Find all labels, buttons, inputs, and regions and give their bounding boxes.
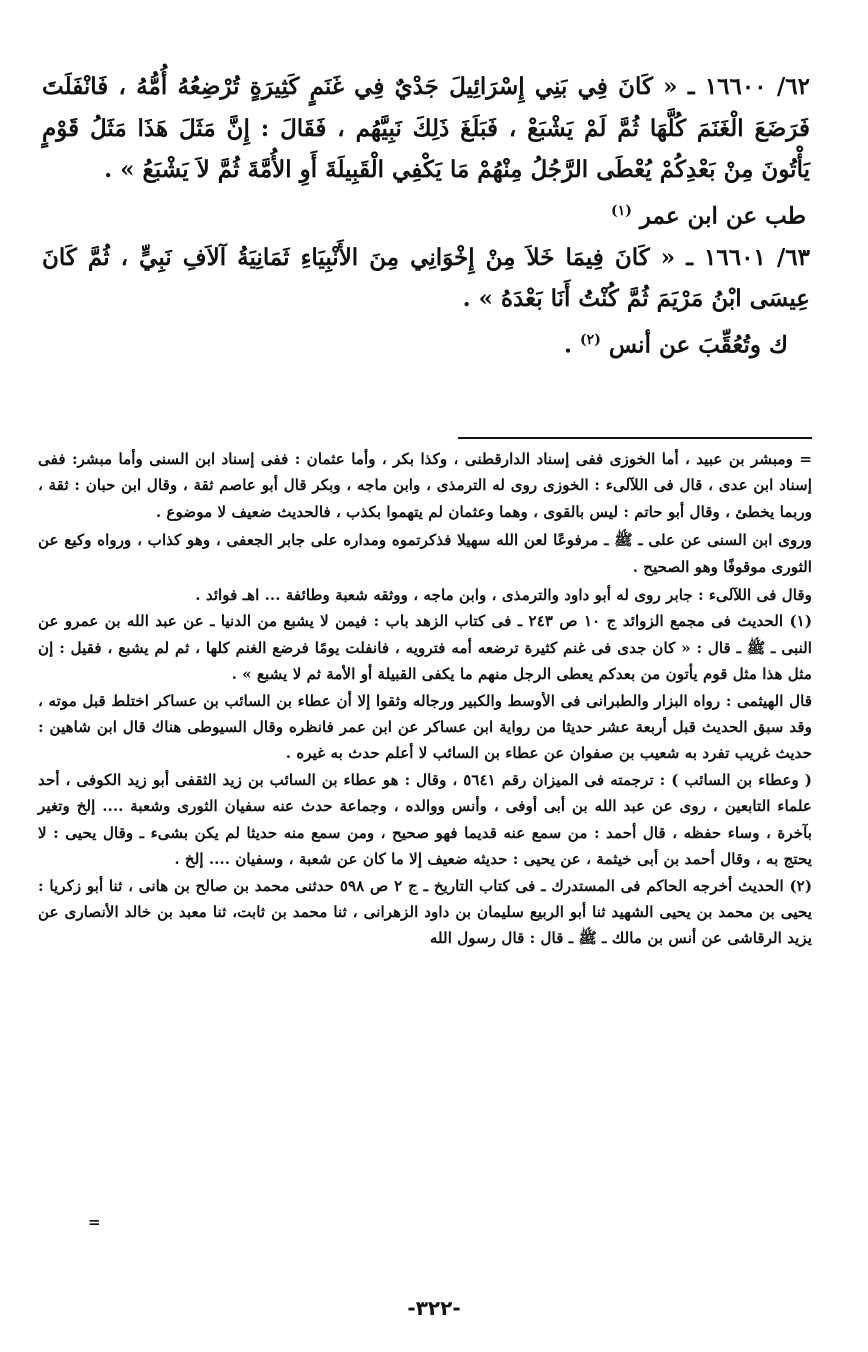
hadith-62-number: ٦٢/ ١٦٦٠٠ ـ — [687, 73, 810, 100]
continuation-mark: = — [88, 1213, 101, 1231]
footnote-paragraph: وقال فى اللآلىء : جابر روى له أبو داود والترمذى ، وابن ماجه ، ووثقه شعبة وطائفة ... اهـ فوائد . — [195, 586, 812, 605]
hadith-63-number: ٦٣/ ١٦٦٠١ ـ — [686, 243, 810, 271]
hadith-63-text: « كَانَ فِيمَا خَلاَ مِنْ إِخْوَانِي مِنَ الأَنْبِيَاءِ ثَمَانِيَةُ آلاَفِ نَبِيٍّ ، ثُمَّ كَانَ عِيسَى ابْنُ مَرْيَمَ ثُمَّ كُنْتُ أَنَا بَعْدَهُ » . — [42, 243, 810, 313]
footnote-paragraph: ( وعطاء بن السائب ) : ترجمته فى الميزان رقم ٥٦٤١ ، وقال : هو عطاء بن السائب بن زيد الثقفى أبو زيد الكوفى ، أحد علماء التابعين ، روى عن عبد الله بن أبى أوفى ، وأنس ووالده ، وجماعة حدث عنه سفيان الثورى وشعبة .... إلخ وتغير بآخرة ، وساء حفظه ، قال أحمد : من سمع عنه قديما فهو صحيح ، ومن سمع منه حديثا لم يكن بشىء ـ وقال يحيى : لا يحتج به ، وقال أحمد بن أبى خيثمة ، عن يحيى : حديثه ضعيف إلا ما كان عن شعبة ، وسفيان .... إلخ . — [38, 770, 812, 869]
hadith-62-text: « كَانَ فِي بَنِي إِسْرَائِيلَ جَدْيٌ فِي غَنَمٍ كَثِيرَةٍ تُرْضِعُهُ أُمُّهُ ، فَانْفَلَتَ فَرَضَعَ الْغَنَمَ كُلَّهَا ثُمَّ لَمْ يَشْبَعْ ، فَبَلَغَ ذَلِكَ نَبِيَّهُم ، فَقَالَ : إِنَّ مَثَلَ هَذَا مَثَلُ قَوْمٍ يَأْتُونَ مِنْ بَعْدِكُمْ يُعْطَى الرَّجُلُ مِنْهُمْ مَا يَكْفِي الْقَبِيلَةَ أَوِ الأُمَّةَ ثُمَّ لاَ يَشْبَعُ » . — [42, 73, 810, 183]
footnote-2: (٢) الحديث أخرجه الحاكم فى المستدرك ـ فى كتاب التاريخ ـ ج ٢ ص ٥٩٨ حدثنى محمد بن صالح بن هانى ، ثنا أبو زكريا : يحيى بن محمد بن يحيى الشهيد ثنا أبو الربيع سليمان بن داود الزهرانى ، ثنا محمد بن ثابت، ثنا معبد بن خالد الأنصارى عن يزيد الرقاشى عن أنس بن مالك ـ ﷺ ـ قال : قال رسول الله — [38, 876, 812, 948]
footnote-divider — [458, 437, 812, 439]
hadith-62-source-line — [42, 191, 810, 237]
footnote-paragraph: قال الهيثمى : رواه البزار والطبرانى فى الأوسط والكبير ورجاله وثقوا إلا أن عطاء بن السائب بن عساكر اختلط قبل موته ، وقد سبق الحديث قبل أربعة عشر حديثا من رواية ابن عساكر عن ابن عمر فانظره وقال السيوطى هناك قال ابن شاهين : حديث غريب تفرد به شعيب بن صفوان عن عطاء بن السائب لا أعلم حدث به غيره . — [38, 691, 812, 763]
page-number: -٣٢٢- — [407, 1296, 461, 1320]
footnote-continuation: = ومبشر بن عبيد ، أما الخوزى ففى إسناد الدارقطنى ، وكذا بكر ، وأما عثمان : ففى إسناد ابن السنى وأما مبشر: ففى إسناد ابن عدى ، قال فى اللآلىء : الخوزى روى له الترمذى ، وابن ماجه ، وبكر قال أبو عاصم ثقة ، وقال ابن حبان : ثقة ، وربما يخطئ ، وقال أبو حاتم : ليس بالقوى ، وهما وعثمان لم يتهموا بكذب ، فالحديث ضعيف لا موضوع . — [38, 450, 812, 521]
footnote-ref-2: (٢) — [580, 331, 601, 348]
footnote-1: (١) الحديث فى مجمع الزوائد ج ١٠ ص ٢٤٣ ـ فى كتاب الزهد باب : فيمن لا يشبع من الدنيا ـ عن عبد الله بن عمرو عن النبى ـ ﷺ ـ قال : « كان جدى فى غنم كثيرة ترضعه أمه فترويه ، فانفلت يومًا فرضع الغنم كلها ، ثم لم يشبع ، فقيل : إن مثل هذا مثل قوم يأتون من بعدكم يعطى الرجل منهم ما يكفى القبيلة أو الأمة ثم لا يشبع » . — [38, 612, 812, 684]
hadith-62 — [42, 66, 810, 191]
hadith-62-source: طب عن ابن عمر — [639, 202, 806, 230]
hadith-63-source: ك وتُعُقِّبَ عن أنس — [608, 331, 788, 359]
footnote-ref-1: (١) — [611, 202, 632, 219]
footnotes — [38, 446, 812, 952]
hadith-63 — [42, 237, 810, 320]
main-text — [42, 66, 810, 366]
hadith-63-source-line: ك وتُعُقِّبَ عن أنس $^{(٢)}$ . — [564, 331, 788, 359]
footnote-paragraph: وروى ابن السنى عن على ـ ﷺ ـ مرفوعًا لعن الله سهيلا فذكرتموه ومداره على جابر الجعفى ، وهو كذاب ، ورواه وكيع عن الثورى موقوفًا وهو الصحيح . — [38, 531, 812, 576]
